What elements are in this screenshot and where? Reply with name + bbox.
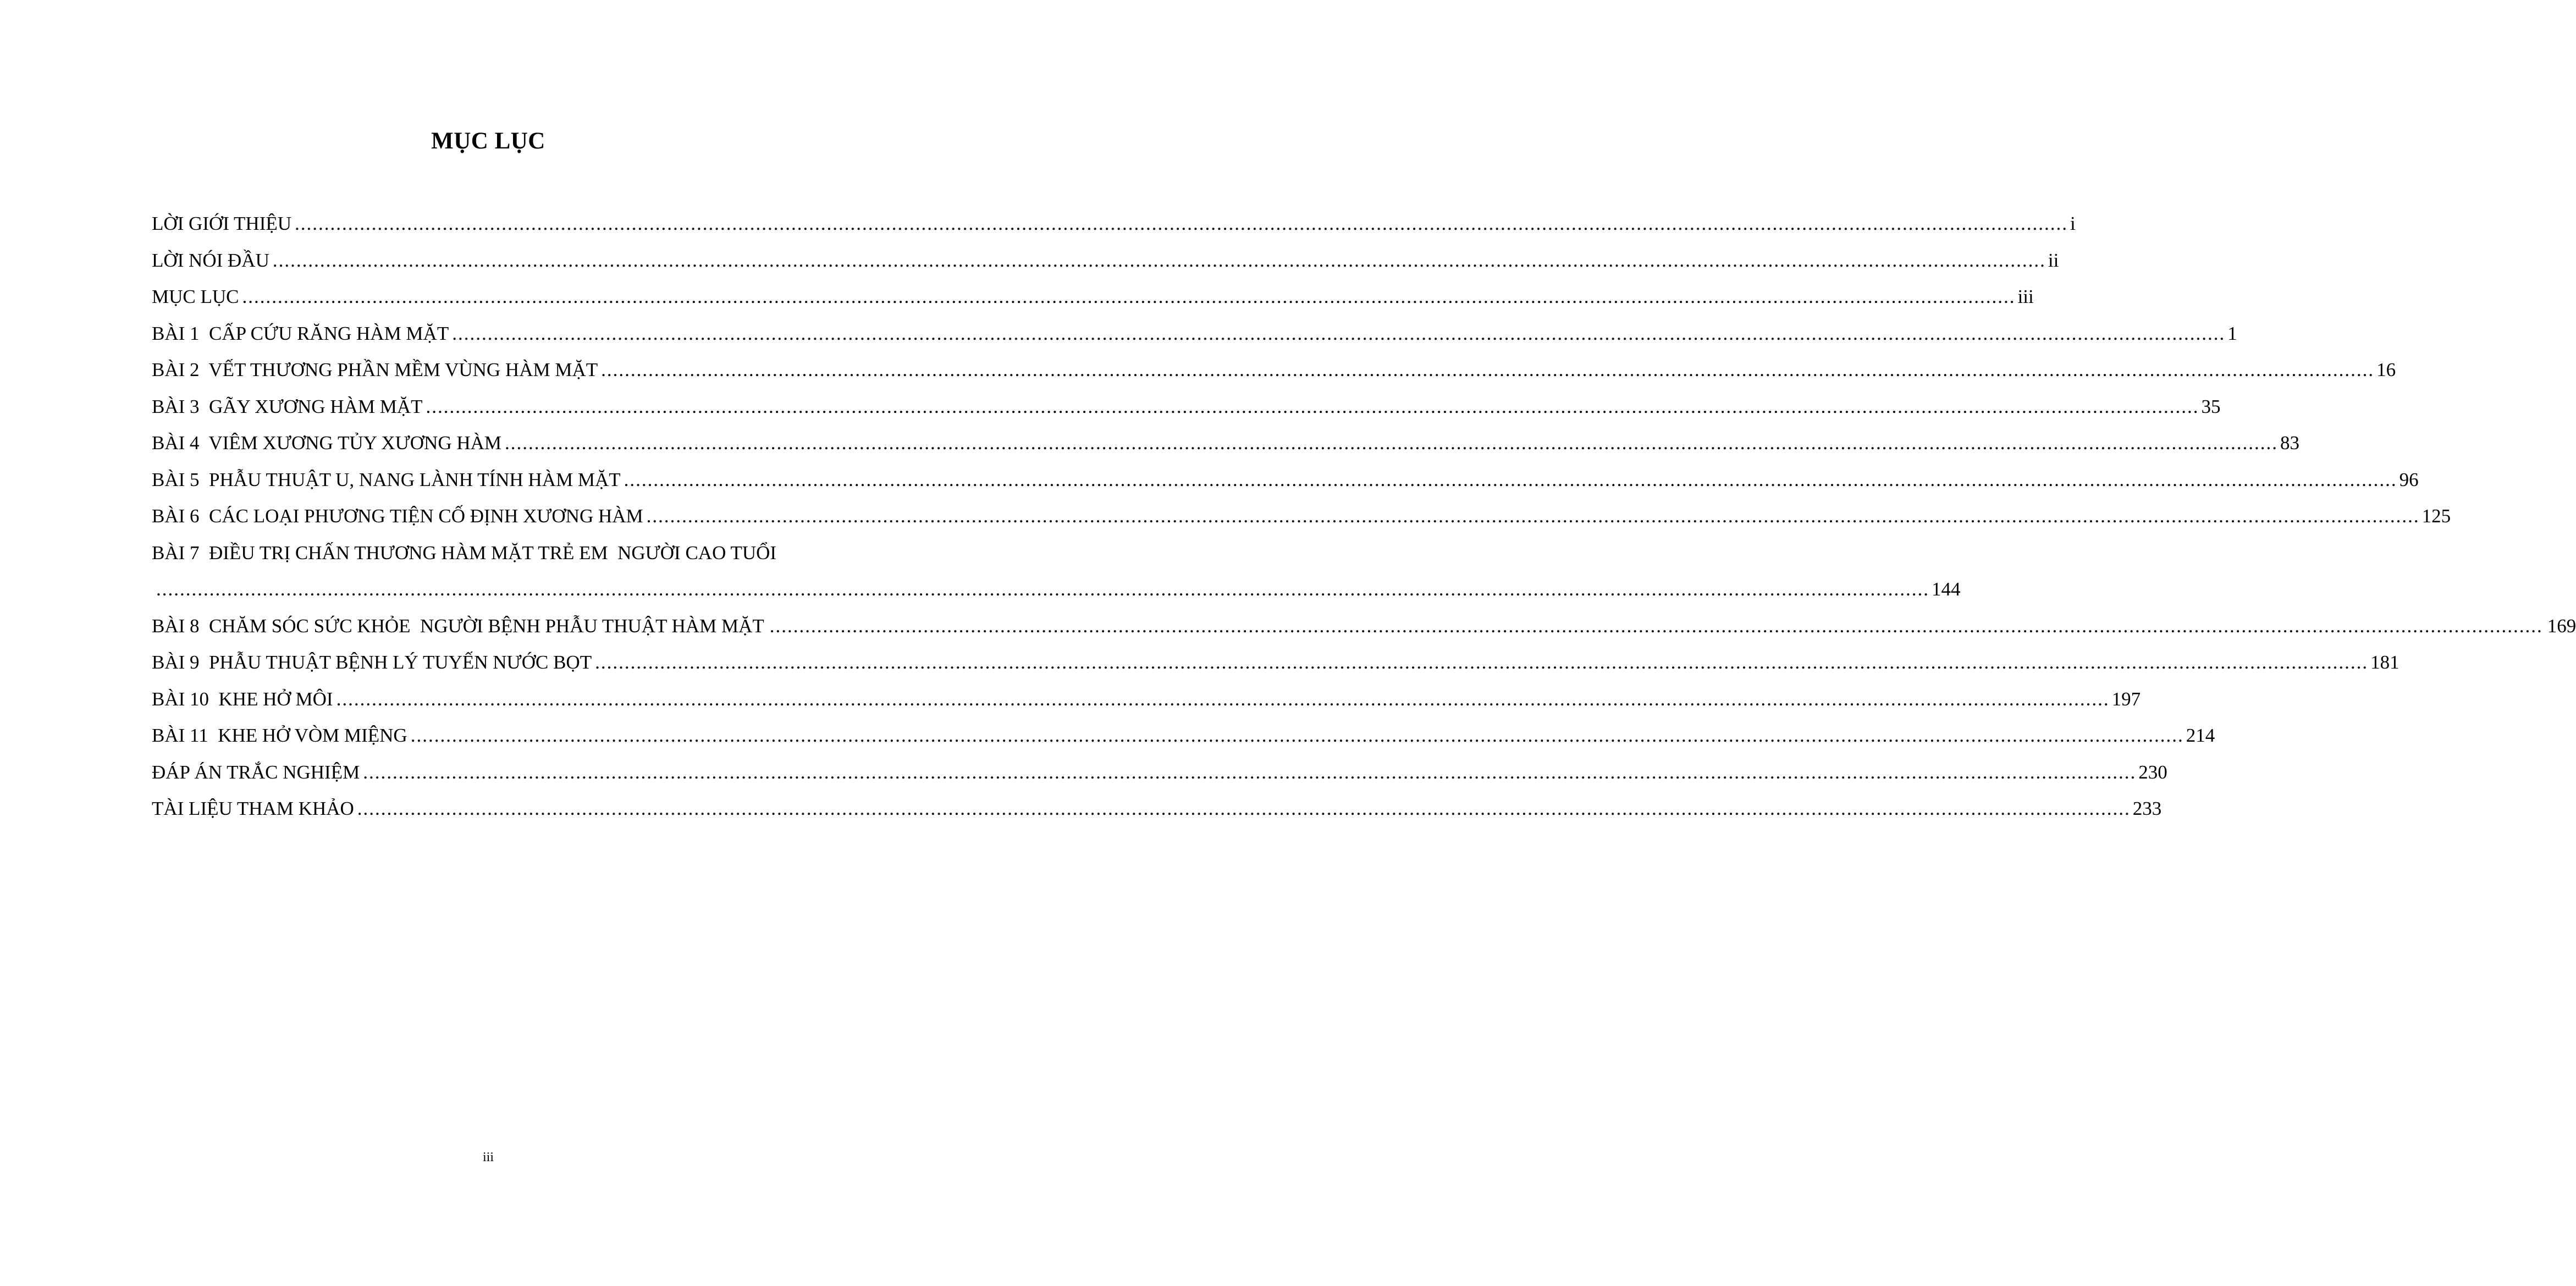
toc-leader: ............................................................................................................................................................................................................................................................................................................ — [505, 432, 2279, 454]
toc-leader: ............................................................................................................................................................................................................................................................................................................ — [624, 468, 2397, 490]
toc-leader: ............................................................................................................................................................................................................................................................................................................ — [295, 213, 2068, 234]
toc-entry[interactable] — [152, 352, 2396, 389]
toc-entry-page: 144 — [1932, 578, 1961, 600]
toc-entry[interactable] — [152, 279, 2034, 316]
toc-entry-page: iii — [2017, 286, 2034, 307]
toc-entry-page: 35 — [2201, 395, 2221, 417]
toc-entry-label: BÀI 3 GÃY XƯƠNG HÀM MẶT — [152, 395, 423, 417]
page-title: MỤC LỤC — [431, 128, 545, 154]
toc-entry-label: BÀI 9 PHẪU THUẬT BỆNH LÝ TUYẾN NƯỚC BỌT — [152, 652, 592, 673]
toc-entry-page: ii — [2048, 249, 2059, 271]
toc-leader: ............................................................................................................................................................................................................................................................................................................ — [452, 322, 2226, 344]
toc-entry-label: BÀI 4 VIÊM XƯƠNG TỦY XƯƠNG HÀM — [152, 432, 502, 454]
toc-leader: ............................................................................................................................................................................................................................................................................................................ — [272, 249, 2046, 271]
toc-leader: ............................................................................................................................................................................................................................................................................................................ — [336, 688, 2110, 710]
toc-entry-page: 96 — [2399, 468, 2419, 490]
toc-entry-page: 214 — [2186, 725, 2215, 746]
toc-entry[interactable] — [152, 717, 2215, 754]
toc-entry-label: LỜI NÓI ĐẦU — [152, 249, 269, 271]
toc-entry-page: 197 — [2111, 688, 2141, 710]
toc-entry[interactable] — [152, 791, 2162, 827]
toc-entry-page: 1 — [2227, 322, 2237, 344]
toc-leader: ............................................................................................................................................................................................................................................................................................................ — [357, 798, 2131, 819]
toc-entry-page: i — [2070, 213, 2076, 234]
table-of-contents — [152, 206, 2576, 827]
toc-entry-page: 125 — [2421, 505, 2451, 527]
toc-entry[interactable] — [152, 316, 2237, 352]
toc-entry-label: BÀI 2 VẾT THƯƠNG PHẦN MỀM VÙNG HÀM MẶT — [152, 359, 598, 380]
toc-entry-page: 16 — [2376, 359, 2396, 380]
toc-entry[interactable] — [152, 462, 2419, 499]
toc-leader: ............................................................................................................................................................................................................................................................................................................ — [156, 578, 1929, 600]
toc-entry[interactable] — [152, 535, 1961, 608]
toc-leader: ............................................................................................................................................................................................................................................................................................................ — [646, 505, 2420, 527]
toc-leader: ............................................................................................................................................................................................................................................................................................................ — [242, 286, 2016, 307]
toc-entry[interactable] — [152, 498, 2451, 535]
toc-leader: ............................................................................................................................................................................................................................................................................................................ — [363, 761, 2137, 783]
toc-leader: ............................................................................................................................................................................................................................................................................................................ — [769, 615, 2543, 637]
toc-leader: ............................................................................................................................................................................................................................................................................................................ — [410, 725, 2184, 746]
toc-leader: ............................................................................................................................................................................................................................................................................................................ — [601, 359, 2375, 380]
toc-entry-label: BÀI 8 CHĂM SÓC SỨC KHỎE NGƯỜI BỆNH PHẪU THUẬT HÀM MẶT — [152, 615, 764, 637]
toc-entry[interactable] — [152, 242, 2059, 279]
toc-entry-page: 233 — [2132, 798, 2162, 819]
toc-entry-label: BÀI 7 ĐIỀU TRỊ CHẤN THƯƠNG HÀM MẶT TRẺ EM NGƯỜI CAO TUỔI — [152, 542, 777, 564]
toc-entry-label: ĐÁP ÁN TRẮC NGHIỆM — [152, 761, 360, 783]
toc-entry-label: TÀI LIỆU THAM KHẢO — [152, 798, 354, 819]
toc-entry-label: BÀI 5 PHẪU THUẬT U, NANG LÀNH TÍNH HÀM MẶT — [152, 468, 621, 490]
toc-entry[interactable] — [152, 681, 2141, 718]
toc-entry-label: MỤC LỤC — [152, 286, 239, 307]
toc-entry-label: LỜI GIỚI THIỆU — [152, 213, 292, 234]
toc-entry[interactable] — [152, 425, 2300, 462]
toc-entry-page: 230 — [2138, 761, 2167, 783]
toc-entry[interactable] — [152, 644, 2400, 681]
toc-entry[interactable] — [152, 389, 2221, 426]
toc-entry[interactable] — [152, 608, 2576, 645]
toc-entry-page: 181 — [2370, 652, 2400, 673]
toc-entry[interactable] — [152, 206, 2076, 242]
page-number: iii — [482, 1150, 494, 1164]
toc-entry-label: BÀI 1 CẤP CỨU RĂNG HÀM MẶT — [152, 322, 449, 344]
toc-leader: ............................................................................................................................................................................................................................................................................................................ — [426, 395, 2199, 417]
toc-entry-page: 169 — [2547, 615, 2576, 637]
toc-leader: ............................................................................................................................................................................................................................................................................................................ — [595, 652, 2369, 673]
toc-entry-label: BÀI 11 KHE HỞ VÒM MIỆNG — [152, 725, 407, 746]
toc-entry-page: 83 — [2280, 432, 2300, 454]
toc-entry[interactable] — [152, 754, 2167, 791]
toc-entry-label: BÀI 6 CÁC LOẠI PHƯƠNG TIỆN CỐ ĐỊNH XƯƠNG HÀM — [152, 505, 643, 527]
toc-entry-label: BÀI 10 KHE HỞ MÔI — [152, 688, 333, 710]
